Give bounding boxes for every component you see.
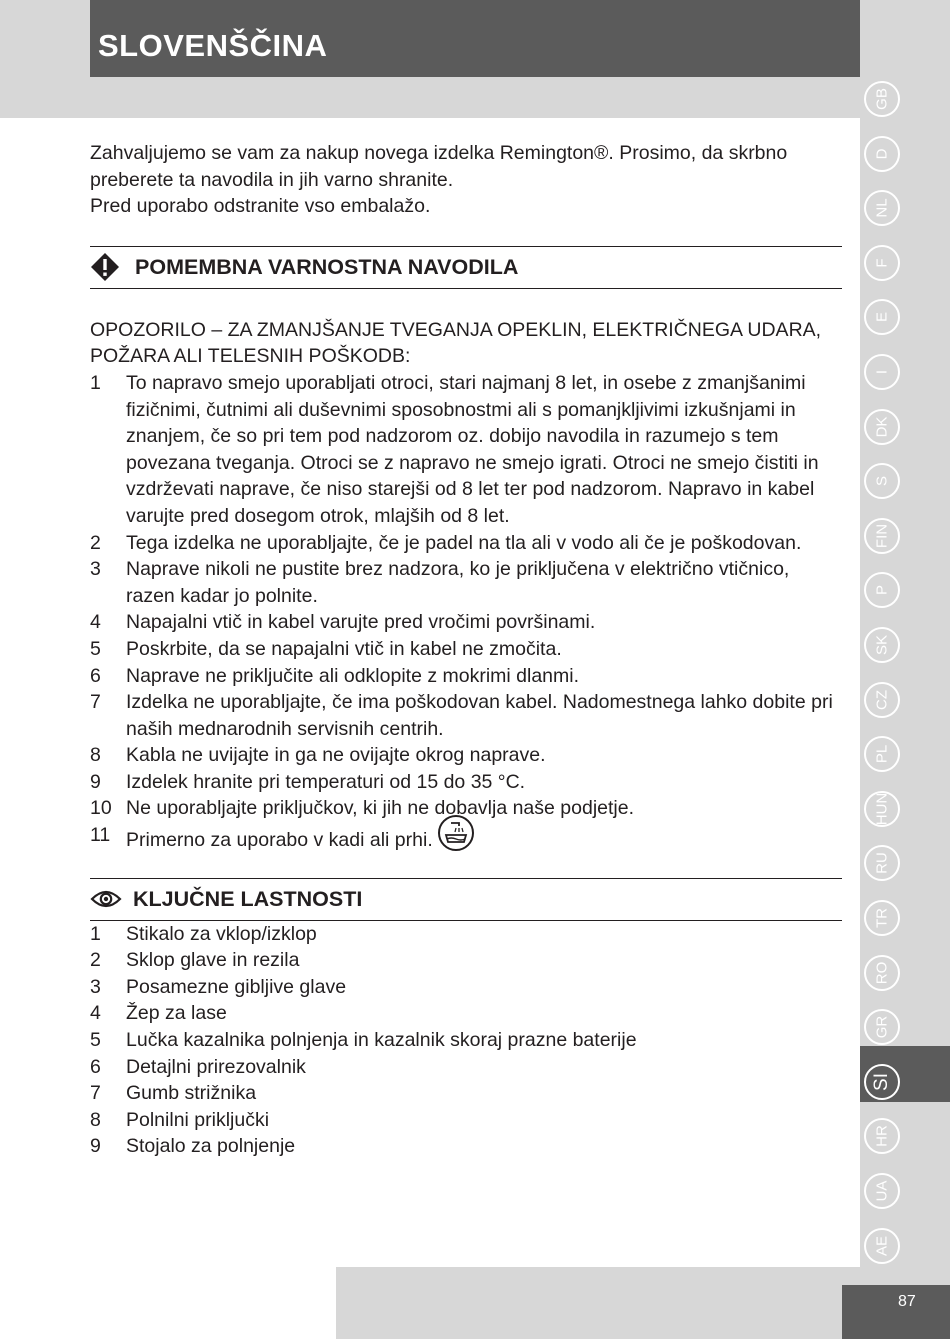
language-tab-label: PL [873,745,891,764]
language-tab-dk[interactable] [864,409,900,445]
language-tab-label: FIN [873,523,891,548]
language-tab-label: UA [873,1180,891,1202]
language-tab-label: D [873,148,891,160]
language-tab-tr[interactable] [864,900,900,936]
list-item-text: Izdelek hranite pri temperaturi od 15 do 35 °C. [126,770,526,793]
features-list [90,921,842,1160]
list-item [90,636,842,663]
list-item-number: 8 [90,744,101,767]
list-item-text: Stikalo za vklop/izklop [126,922,317,945]
language-tab-gr[interactable] [864,1009,900,1045]
language-tab-label: RU [873,852,891,875]
language-tab-label: NL [873,198,891,218]
list-item-text: Kabla ne uvijajte in ga ne ovijajte okrog naprave. [126,744,546,767]
language-tab-s[interactable] [864,463,900,499]
language-tab-ro[interactable] [864,955,900,991]
list-item-text: Polnilni priključki [126,1108,270,1131]
list-item [90,1080,842,1107]
list-item-text: Sklop glave in rezila [126,949,300,972]
list-item [90,1000,842,1027]
list-item [90,1133,842,1160]
language-tab-pl[interactable] [864,736,900,772]
list-item-number: 10 [90,797,112,820]
intro-line: Zahvaljujemo se vam za nakup novega izdelka Remington®. Prosimo, da skrbno [90,142,788,164]
language-tab-nl[interactable] [864,190,900,226]
list-item-text: Tega izdelka ne uporabljajte, če je padel na tla ali v vodo ali če je poškodovan. [126,531,802,554]
language-tab-label: DK [873,416,891,438]
language-tab-hun[interactable] [864,791,900,827]
list-item [90,1054,842,1081]
list-item [90,689,842,742]
list-item-number: 2 [90,949,101,972]
list-item-number: 4 [90,611,101,634]
safety-warning [90,317,842,370]
list-item-text: Naprave ne priključite ali odklopite z mokrimi dlanmi. [126,664,580,687]
footer-band [336,1267,860,1339]
language-tab-label: F [873,258,891,268]
list-item [90,822,842,860]
list-item [90,556,842,609]
list-item-text: Lučka kazalnika polnjenja in kazalnik skoraj prazne baterije [126,1029,637,1052]
list-item-text: Izdelka ne uporabljajte, če ima poškodovan kabel. Nadomestnega lahko dobite pri naših mednarodnih servisnih centrih. [126,691,833,740]
safety-list [90,370,842,860]
intro-text [90,140,842,220]
list-item-number: 5 [90,1029,101,1052]
language-tab-gb[interactable] [864,81,900,117]
bath-shower-icon [437,814,475,860]
language-tab-ua[interactable] [864,1173,900,1209]
safety-section-title: POMEMBNA VARNOSTNA NAVODILA [135,254,519,279]
page-title: SLOVENŠČINA [98,28,328,63]
list-item-number: 3 [90,558,101,581]
list-item-number: 6 [90,664,101,687]
language-tab-label: HR [873,1125,891,1148]
warning-diamond-icon [90,252,122,282]
language-tab-label: GB [873,88,891,110]
list-item [90,370,842,530]
list-item [90,609,842,636]
language-tab-cz[interactable] [864,682,900,718]
list-item-text: Ne uporabljajte priključkov, ki jih ne dobavlja naše podjetje. [126,797,635,820]
list-item-text: Poskrbite, da se napajalni vtič in kabel ne zmočita. [126,637,562,660]
list-item-text: Napajalni vtič in kabel varujte pred vročimi površinami. [126,611,596,634]
language-tab-f[interactable] [864,245,900,281]
language-tab-label: AE [873,1235,891,1256]
list-item [90,947,842,974]
list-item-number: 5 [90,637,101,660]
language-tab-i[interactable] [864,354,900,390]
list-item-text: Detajlni prirezovalnik [126,1055,306,1078]
list-item-number: 6 [90,1055,101,1078]
warning-line: OPOZORILO – ZA ZMANJŠANJE TVEGANJA OPEKLIN, ELEKTRIČNEGA UDARA, [90,318,822,341]
language-tab-label: GR [873,1015,891,1039]
list-item-number: 1 [90,922,101,945]
language-tab-label: HUN [873,792,891,826]
list-item-text: Naprave nikoli ne pustite brez nadzora, ko je priključena v električno vtičnico, razen kadar jo polnite. [126,558,790,607]
list-item-number: 11 [90,824,111,847]
language-tab-label: SK [873,634,891,656]
main-content [90,140,842,1160]
list-item [90,1027,842,1054]
language-tab-label: SI [871,1072,892,1091]
list-item [90,769,842,796]
list-item-number: 9 [90,1135,101,1158]
list-item-number: 9 [90,770,101,793]
list-item [90,1107,842,1134]
list-item [90,921,842,948]
list-item-text: Primerno za uporabo v kadi ali prhi. [126,829,433,852]
language-tab-sk[interactable] [864,627,900,663]
list-item-text: Gumb strižnika [126,1082,257,1105]
list-item-number: 1 [90,371,101,394]
list-item-number: 8 [90,1108,101,1131]
language-tab-ae[interactable] [864,1228,900,1264]
intro-line: Pred uporabo odstranite vso embalažo. [90,195,431,218]
language-tab-fin[interactable] [864,518,900,554]
features-section-title: KLJUČNE LASTNOSTI [133,886,363,911]
list-item-number: 7 [90,1082,101,1105]
list-item-text: Posamezne gibljive glave [126,975,347,998]
features-section-header [90,878,842,921]
list-item [90,742,842,769]
page-number: 87 [898,1293,916,1310]
language-tab-d[interactable] [864,136,900,172]
language-tab-label: P [873,585,891,596]
page-number-box [842,1285,950,1339]
language-tab-label: TR [873,908,891,928]
language-tab-label: E [873,312,891,323]
list-item [90,530,842,557]
list-item [90,974,842,1001]
list-item-text: Žep za lase [126,1002,227,1025]
list-item [90,663,842,690]
safety-section-header [90,246,842,289]
language-tab-label: S [873,476,891,487]
list-item-number: 3 [90,975,101,998]
language-tab-label: CZ [873,689,891,710]
list-item-number: 7 [90,691,101,714]
list-item-number: 4 [90,1002,101,1025]
language-tab-label: RO [873,961,891,984]
list-item-number: 2 [90,531,101,554]
warning-line: POŽARA ALI TELESNIH POŠKODB: [90,345,411,368]
language-tab-si[interactable] [864,1064,900,1100]
language-tab-label: I [873,369,891,375]
eye-icon [90,888,122,910]
list-item-text: To napravo smejo uporabljati otroci, stari najmanj 8 let, in osebe z zmanjšanimi fizičnimi, čutnimi ali duševnimi sposobnostmi ali s pomanjkljivimi izkušnjami in znanjem, če so pri tem pod nadzorom oz. dobijo navodila in razumejo s tem povezana tveganja. Otroci se z napravo ne smejo igrati. Otroci ne smejo čistiti in vzdrževati naprave, če niso starejši od 8 let ter pod nadzorom. Napravo in kabel varujte pred dosegom otrok, mlajših od 8 let. [126,371,819,527]
list-item-text: Stojalo za polnjenje [126,1135,296,1158]
intro-line: preberete ta navodila in jih varno shranite. [90,168,454,191]
